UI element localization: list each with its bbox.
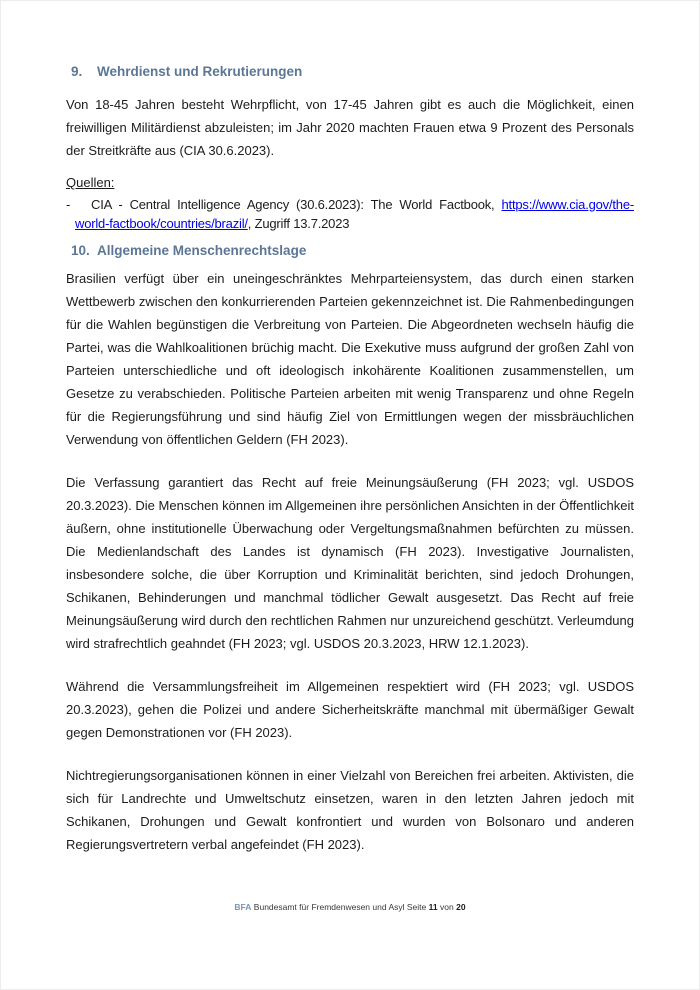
source-link-part1: https://www.cia.gov/the- xyxy=(501,197,634,212)
section-9-paragraph: Von 18-45 Jahren besteht Wehrpflicht, von 17-45 Jahren gibt es auch die Möglichkeit, einen freiwilligen Militärdienst abzuleisten; im Jahr 2020 machten Frauen etwa 9 Prozent des Personals der Streitkräfte aus (CIA 30.6.2023). xyxy=(66,97,634,158)
source-item xyxy=(66,195,634,233)
page-footer xyxy=(0,901,700,913)
source-link-part2: world-factbook/countries/brazil/ xyxy=(75,216,248,231)
section-10-paragraph-3: Während die Versammlungsfreiheit im Allgemeinen respektiert wird (FH 2023; vgl. USDOS 20.3.2023), gehen die Polizei und andere Sicherheitskräfte manchmal mit übermäßiger Gewalt gegen Demonstrationen vor (FH 2023). xyxy=(66,679,634,740)
footer-org-name: Bundesamt für Fremdenwesen und Asyl xyxy=(253,902,405,912)
footer-page-total: 20 xyxy=(456,902,466,912)
section-10-number: 10. xyxy=(71,243,90,258)
section-9-heading xyxy=(66,63,634,80)
section-10-title: Allgemeine Menschenrechtslage xyxy=(97,243,307,258)
section-10-heading xyxy=(66,242,634,259)
section-9-title: Wehrdienst und Rekrutierungen xyxy=(97,64,303,79)
sources-list xyxy=(66,195,634,233)
section-10-paragraph-4: Nichtregierungsorganisationen können in einer Vielzahl von Bereichen frei arbeiten. Aktivisten, die sich für Landrechte und Umweltschutz einsetzen, waren in den letzten Jahren jedoch mit Schikanen, Drohungen und Gewalt konfrontiert und wurden von Bolsonaro und anderen Regierungsvertretern verbal angefeindet (FH 2023). xyxy=(66,768,634,852)
footer-page-label: Seite xyxy=(406,902,427,912)
source-text-suffix: , Zugriff 13.7.2023 xyxy=(247,216,350,231)
sources-label: Quellen: xyxy=(66,175,115,190)
section-10-paragraph-2: Die Verfassung garantiert das Recht auf freie Meinungsäußerung (FH 2023; vgl. USDOS 20.3.2023). Die Menschen können im Allgemeinen ihre persönlichen Ansichten in der Öffentlichkeit äußern, ohne institutionelle Überwachung oder Vergeltungsmaßnahmen befürchten zu müssen. Die Medienlandschaft des Landes ist dynamisch (FH 2023). Investigative Journalisten, insbesondere solche, die über Korruption und Kriminalität berichten, sind jedoch Drohungen, Schikanen, Behinderungen und manchmal tödlicher Gewalt ausgesetzt. Das Recht auf freie Meinungsäußerung wird durch den rechtlichen Rahmen nur unzureichend geschützt. Verleumdung wird strafrechtlich geahndet (FH 2023; vgl. USDOS 20.3.2023, HRW 12.1.2023). xyxy=(66,475,634,651)
footer-of-label: von xyxy=(440,902,454,912)
bfa-logo: BFA xyxy=(234,902,252,912)
list-dash: - xyxy=(66,197,71,212)
section-9-number: 9. xyxy=(71,64,83,79)
section-10-paragraph-1: Brasilien verfügt über ein uneingeschränktes Mehrparteiensystem, das durch einen starken Wettbewerb zwischen den konkurrierenden Parteien gekennzeichnet ist. Die Rahmenbedingungen für die Wahlen begünstigen die Verbreitung von Parteien. Die Abgeordneten wechseln häufig die Partei, was die Wahlkoalitionen brüchig macht. Die Exekutive muss aufgrund der großen Zahl von Parteien unterschiedliche und oft ideologisch inkohärente Koalitionen zusammenstellen, um Gesetze zu verabschieden. Politische Parteien arbeiten mit wenig Transparenz und ohne Regeln für die Regierungsführung und sind häufig Ziel von Ermittlungen wegen der missbräuchlichen Verwendung von öffentlichen Geldern (FH 2023). xyxy=(66,271,634,447)
source-text-prefix: CIA - Central Intelligence Agency (30.6.2023): The World Factbook, xyxy=(91,197,502,212)
footer-page-current: 11 xyxy=(428,902,438,912)
